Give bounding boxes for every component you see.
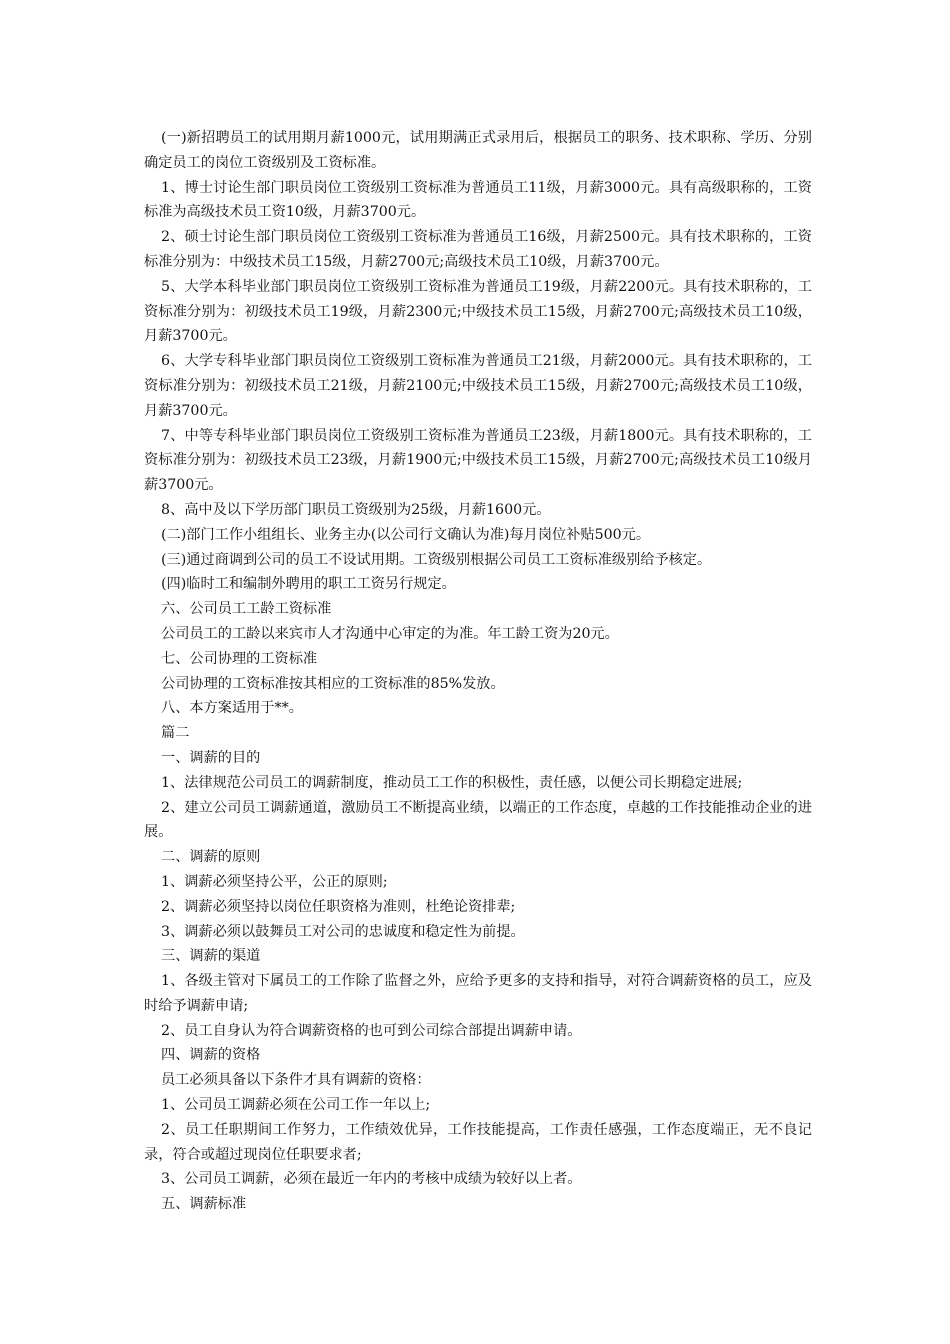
paragraph-eligibility-intro: 员工必须具备以下条件才具有调薪的资格： — [161, 1072, 431, 1089]
paragraph-purpose-2: 2、建立公司员工调薪通道，激励员工不断提高业绩，以端正的工作态度，卓越的工作技能推动企业的进展。 — [144, 799, 812, 841]
paragraph-eligibility-2: 2、员工任职期间工作努力，工作绩效优异，工作技能提高，工作责任感强，工作态度端正，无不良记录，符合或超过现岗位任职要求者; — [144, 1121, 812, 1163]
paragraph-team-leader-allowance: (二)部门工作小组组长、业务主办(以公司行文确认为准)每月岗位补贴500元。 — [161, 526, 651, 543]
heading-raise-principles: 二、调薪的原则 — [161, 849, 261, 866]
paragraph-eligibility-1: 1、公司员工调薪必须在公司工作一年以上; — [161, 1097, 431, 1114]
paragraph-principle-2: 2、调薪必须坚持以岗位任职资格为准则，杜绝论资排辈; — [161, 898, 516, 915]
paragraph-secondary-salary: 7、中等专科毕业部门职员岗位工资级别工资标准为普通员工23级，月薪1800元。具有技术职称的，工资标准分别为：初级技术员工23级，月薪1900元;中级技术员工15级，月薪2700元;高级技术员工10级月薪3700元。 — [144, 427, 812, 494]
paragraph-probation-salary: (一)新招聘员工的试用期月薪1000元，试用期满正式录用后，根据员工的职务、技术职称、学历、分别确定员工的岗位工资级别及工资标准。 — [144, 130, 812, 171]
heading-raise-channels: 三、调薪的渠道 — [161, 948, 261, 965]
paragraph-principle-1: 1、调薪必须坚持公平，公正的原则; — [161, 873, 388, 890]
heading-seniority-salary: 六、公司员工工龄工资标准 — [161, 601, 332, 618]
paragraph-highschool-salary: 8、高中及以下学历部门职员工资级别为25级，月薪1600元。 — [161, 501, 551, 518]
heading-scope: 八、本方案适用于**。 — [161, 700, 303, 717]
paragraph-doctoral-salary: 1、博士讨论生部门职员岗位工资级别工资标准为普通员工11级，月薪3000元。具有高级职称的，工资标准为高级技术员工资10级，月薪3700元。 — [144, 179, 812, 221]
paragraph-transfer-staff: (三)通过商调到公司的员工不设试用期。工资级别根据公司员工工资标准级别给予核定。 — [161, 551, 712, 568]
paragraph-channel-1: 1、各级主管对下属员工的工作除了监督之外，应给予更多的支持和指导，对符合调薪资格的员工，应及时给予调薪申请; — [144, 973, 812, 1014]
paragraph-college-salary: 6、大学专科毕业部门职员岗位工资级别工资标准为普通员工21级，月薪2000元。具有技术职称的，工资标准分别为：初级技术员工21级，月薪2100元;中级技术员工15级，月薪2700元;高级技术员工10级，月薪3700元。 — [144, 353, 812, 419]
paragraph-masters-salary: 2、硕士讨论生部门职员岗位工资级别工资标准为普通员工16级，月薪2500元。具有技术职称的，工资标准分别为：中级技术员工15级，月薪2700元;高级技术员工10级，月薪3700元。 — [144, 229, 812, 270]
paragraph-seniority-salary: 公司员工的工龄以来宾市人才沟通中心审定的为准。年工龄工资为20元。 — [161, 625, 619, 642]
paragraph-assistant-salary: 公司协理的工资标准按其相应的工资标准的85%发放。 — [161, 675, 505, 692]
heading-raise-standard: 五、调薪标准 — [161, 1196, 247, 1213]
paragraph-principle-3: 3、调薪必须以鼓舞员工对公司的忠诚度和稳定性为前提。 — [161, 923, 525, 940]
paragraph-bachelor-salary: 5、大学本科毕业部门职员岗位工资级别工资标准为普通员工19级，月薪2200元。具有技术职称的，工资标准分别为：初级技术员工19级，月薪2300元;中级技术员工15级，月薪2700元;高级技术员工10级，月薪3700元。 — [144, 278, 812, 345]
paragraph-eligibility-3: 3、公司员工调薪，必须在最近一年内的考核中成绩为较好以上者。 — [161, 1171, 582, 1188]
heading-raise-eligibility: 四、调薪的资格 — [161, 1047, 261, 1064]
paragraph-purpose-1: 1、法律规范公司员工的调薪制度，推动员工工作的积极性，责任感，以便公司长期稳定进展; — [161, 774, 743, 791]
heading-part-two: 篇二 — [161, 725, 190, 742]
heading-assistant-salary: 七、公司协理的工资标准 — [161, 650, 318, 667]
document-body — [144, 126, 812, 1217]
paragraph-channel-2: 2、员工自身认为符合调薪资格的也可到公司综合部提出调薪申请。 — [161, 1022, 582, 1039]
paragraph-temporary-staff: (四)临时工和编制外聘用的职工工资另行规定。 — [161, 576, 456, 593]
heading-raise-purpose: 一、调薪的目的 — [161, 749, 261, 766]
